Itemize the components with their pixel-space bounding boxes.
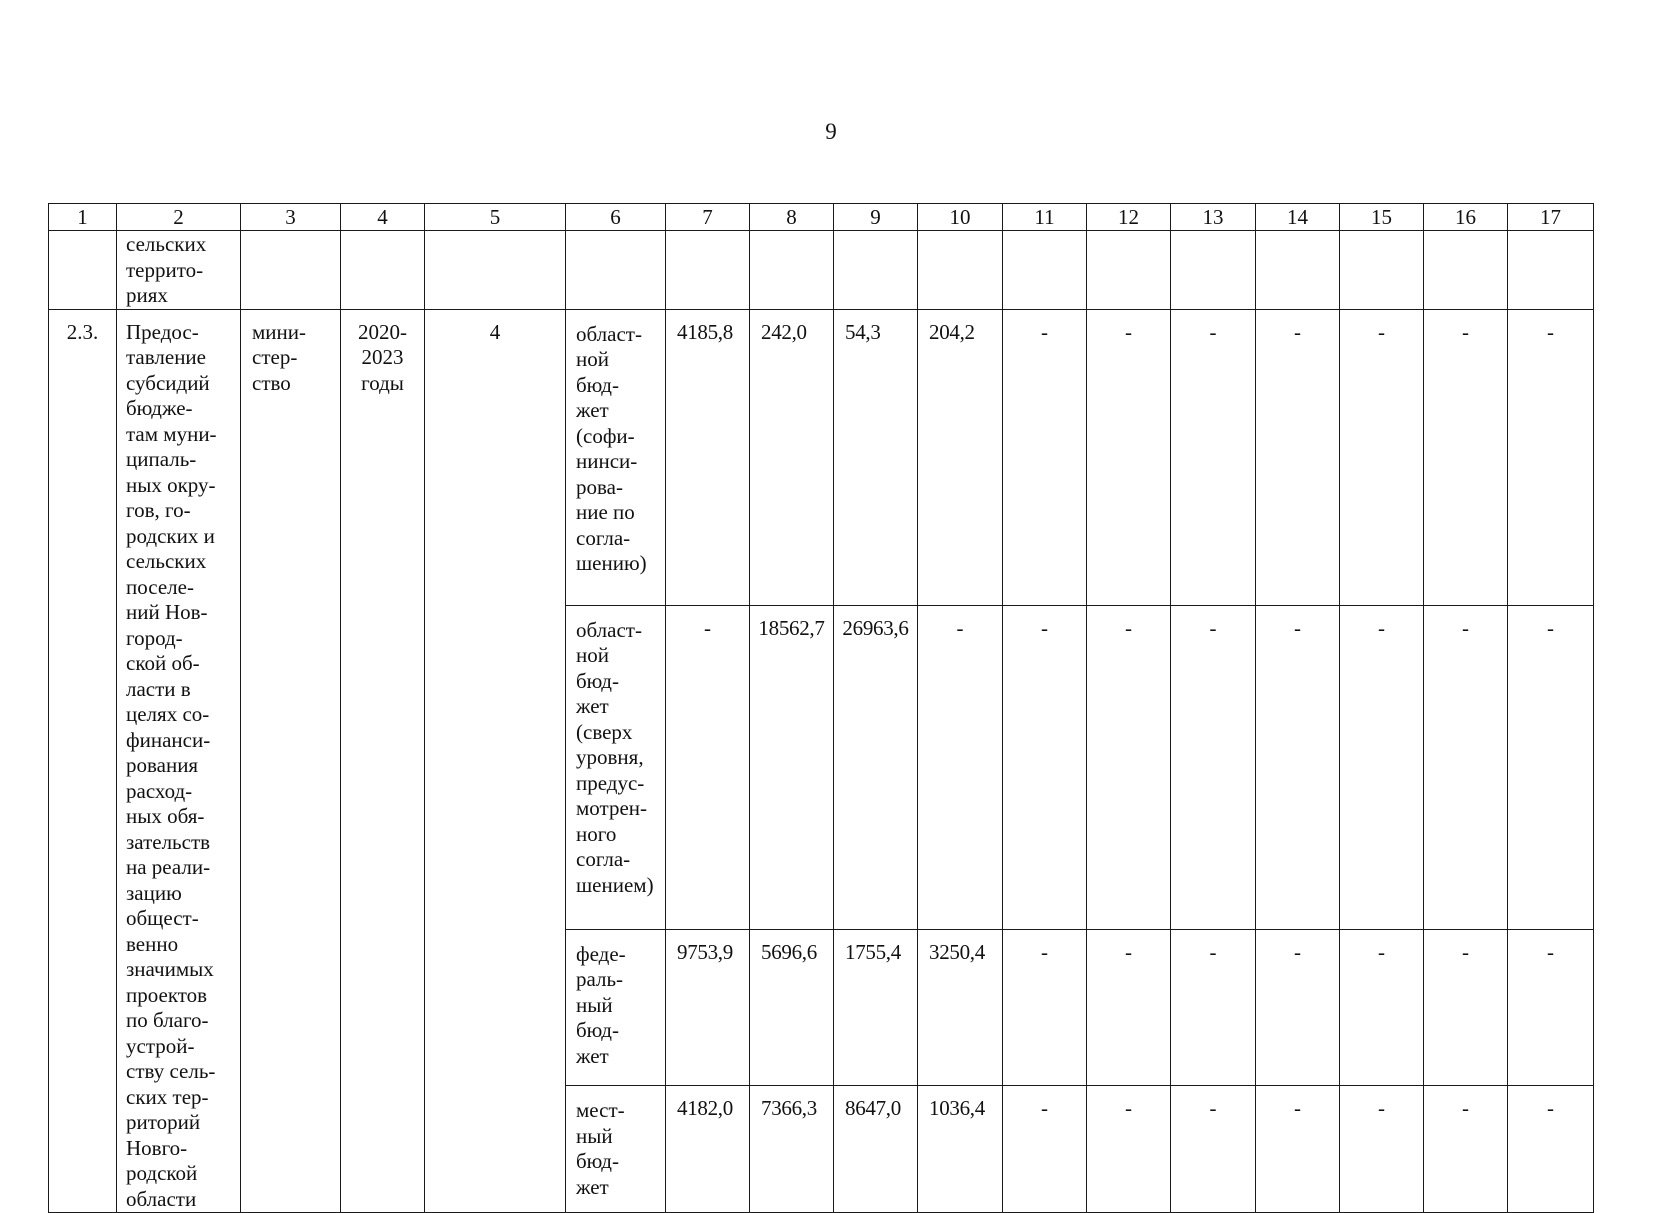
value: - <box>1294 1096 1301 1121</box>
funding-source-cell <box>566 605 666 929</box>
value: - <box>1547 615 1554 640</box>
value-cell <box>834 929 918 1085</box>
value-cell <box>1340 309 1424 605</box>
value: 4185,8 <box>677 319 733 344</box>
value: - <box>1462 1096 1469 1121</box>
value: 5696,6 <box>761 939 817 964</box>
value: - <box>1462 939 1469 964</box>
value-cell <box>1256 309 1340 605</box>
value-cell <box>750 929 834 1085</box>
value-cell <box>1171 605 1256 929</box>
column-number: 11 <box>1003 204 1087 231</box>
value-cell <box>750 605 834 929</box>
value: 3250,4 <box>929 939 985 964</box>
value: - <box>1462 615 1469 640</box>
column-number: 8 <box>750 204 834 231</box>
value-cell <box>1003 929 1087 1085</box>
value: 9753,9 <box>677 939 733 964</box>
value: - <box>1294 319 1301 344</box>
value: - <box>1378 319 1385 344</box>
value: 4182,0 <box>677 1096 733 1121</box>
empty-cell <box>666 231 750 310</box>
column-number: 10 <box>918 204 1003 231</box>
continuation-name-cell <box>117 231 241 310</box>
value: - <box>1547 939 1554 964</box>
column-number: 4 <box>341 204 425 231</box>
column-number: 9 <box>834 204 918 231</box>
value: - <box>1125 1096 1132 1121</box>
value: - <box>1547 319 1554 344</box>
value: - <box>1462 319 1469 344</box>
value: - <box>1378 615 1385 640</box>
empty-cell <box>1171 231 1256 310</box>
empty-cell <box>1424 231 1508 310</box>
value: - <box>1041 1096 1048 1121</box>
target-indicator: 4 <box>489 319 501 344</box>
value-cell <box>1171 1086 1256 1213</box>
column-number: 7 <box>666 204 750 231</box>
value-cell <box>834 1086 918 1213</box>
empty-cell <box>834 231 918 310</box>
measure-name-cell <box>117 309 241 1213</box>
value: - <box>1209 615 1217 640</box>
value: 18562,7 <box>758 615 825 640</box>
value: 242,0 <box>761 319 807 344</box>
empty-cell <box>918 231 1003 310</box>
value: - <box>1041 319 1048 344</box>
empty-cell <box>1256 231 1340 310</box>
value-cell <box>918 605 1003 929</box>
value: - <box>1125 615 1132 640</box>
value: 1755,4 <box>845 939 901 964</box>
value-cell <box>1003 1086 1087 1213</box>
value-cell <box>1003 605 1087 929</box>
value-cell <box>834 605 918 929</box>
value-cell <box>1508 605 1594 929</box>
value: - <box>1125 319 1132 344</box>
value-cell <box>1256 929 1340 1085</box>
responsible-executor: мини- стер- ство <box>252 319 306 395</box>
value-cell <box>1424 1086 1508 1213</box>
value: - <box>956 615 964 640</box>
empty-cell <box>241 231 341 310</box>
value: - <box>1209 939 1217 964</box>
value-cell <box>666 929 750 1085</box>
value: 8647,0 <box>845 1096 901 1121</box>
funding-source-cell <box>566 309 666 605</box>
empty-cell <box>341 231 425 310</box>
empty-cell <box>750 231 834 310</box>
value-cell <box>1087 309 1171 605</box>
value-cell <box>666 605 750 929</box>
value-cell <box>918 929 1003 1085</box>
value-cell <box>1424 929 1508 1085</box>
column-number: 12 <box>1087 204 1171 231</box>
value: 1036,4 <box>929 1096 985 1121</box>
column-number: 3 <box>241 204 341 231</box>
continuation-name: сельских террито- риях <box>126 232 207 307</box>
value: - <box>1378 939 1385 964</box>
value-cell <box>1171 309 1256 605</box>
column-number: 14 <box>1256 204 1340 231</box>
column-number: 16 <box>1424 204 1508 231</box>
value-cell <box>1340 605 1424 929</box>
column-number: 13 <box>1171 204 1256 231</box>
years-cell <box>341 309 425 1213</box>
column-number: 15 <box>1340 204 1424 231</box>
value-cell <box>1087 605 1171 929</box>
value-cell <box>1424 309 1508 605</box>
continuation-row <box>49 231 1594 310</box>
empty-cell <box>1508 231 1594 310</box>
value-cell <box>1424 605 1508 929</box>
value: - <box>1209 319 1217 344</box>
empty-cell <box>566 231 666 310</box>
empty-cell <box>425 231 566 310</box>
value-cell <box>918 1086 1003 1213</box>
value-cell <box>1256 605 1340 929</box>
value-cell <box>666 1086 750 1213</box>
value: - <box>1125 939 1132 964</box>
funding-source-cell <box>566 929 666 1085</box>
funding-source: феде- раль- ный бюд- жет <box>576 941 626 1068</box>
value: - <box>1294 615 1301 640</box>
target-indicator-cell <box>425 309 566 1213</box>
row-index-cell <box>49 309 117 1213</box>
column-number: 17 <box>1508 204 1594 231</box>
value-cell <box>1087 1086 1171 1213</box>
value-cell <box>666 309 750 605</box>
empty-cell <box>1087 231 1171 310</box>
value: 54,3 <box>845 319 881 344</box>
empty-cell <box>1003 231 1087 310</box>
value: 26963,6 <box>842 615 909 640</box>
value-cell <box>1508 929 1594 1085</box>
column-number: 6 <box>566 204 666 231</box>
value-cell <box>1340 1086 1424 1213</box>
column-number: 5 <box>425 204 566 231</box>
funding-source: мест- ный бюд- жет <box>576 1098 625 1199</box>
value-cell <box>1003 309 1087 605</box>
implementation-years: 2020- 2023 годы <box>358 319 407 395</box>
value-cell <box>1256 1086 1340 1213</box>
value: 7366,3 <box>761 1096 817 1121</box>
value-cell <box>1171 929 1256 1085</box>
row-index: 2.3. <box>66 319 99 344</box>
measure-name: Предос- тавление субсидий бюдже- там муни- ципаль- ных окру- гов, го- родских и сельских поселе- ний Нов- город- ской об- ласти в целях со- финанси- рования расход- ных обя- зательств на реали- зацию общест- венно значимых проектов по благо- устрой- ству сель- ских тер- риторий Новго- родской области <box>126 319 217 1211</box>
responsible-cell <box>241 309 341 1213</box>
empty-cell <box>49 231 117 310</box>
value: - <box>1041 615 1048 640</box>
measures-table <box>48 203 1594 1213</box>
value-cell <box>750 309 834 605</box>
value-cell <box>918 309 1003 605</box>
value: 204,2 <box>929 319 975 344</box>
value-cell <box>1508 1086 1594 1213</box>
column-number-row <box>49 204 1594 231</box>
value: - <box>1378 1096 1385 1121</box>
value-cell <box>1340 929 1424 1085</box>
value-cell <box>1087 929 1171 1085</box>
value: - <box>1294 939 1301 964</box>
column-number: 2 <box>117 204 241 231</box>
value: - <box>1041 939 1048 964</box>
table-row <box>49 309 1594 605</box>
value: - <box>1209 1096 1217 1121</box>
value-cell <box>750 1086 834 1213</box>
value: - <box>704 615 711 640</box>
funding-source-cell <box>566 1086 666 1213</box>
funding-source: област- ной бюд- жет (софи- нинси- рова- ние по согла- шению) <box>576 321 647 575</box>
empty-cell <box>1340 231 1424 310</box>
value: - <box>1547 1096 1554 1121</box>
page-number: 9 <box>825 119 837 144</box>
column-number: 1 <box>49 204 117 231</box>
value-cell <box>1508 309 1594 605</box>
funding-source: област- ной бюд- жет (сверх уровня, предус- мотрен- ного согла- шением) <box>576 617 654 897</box>
value-cell <box>834 309 918 605</box>
